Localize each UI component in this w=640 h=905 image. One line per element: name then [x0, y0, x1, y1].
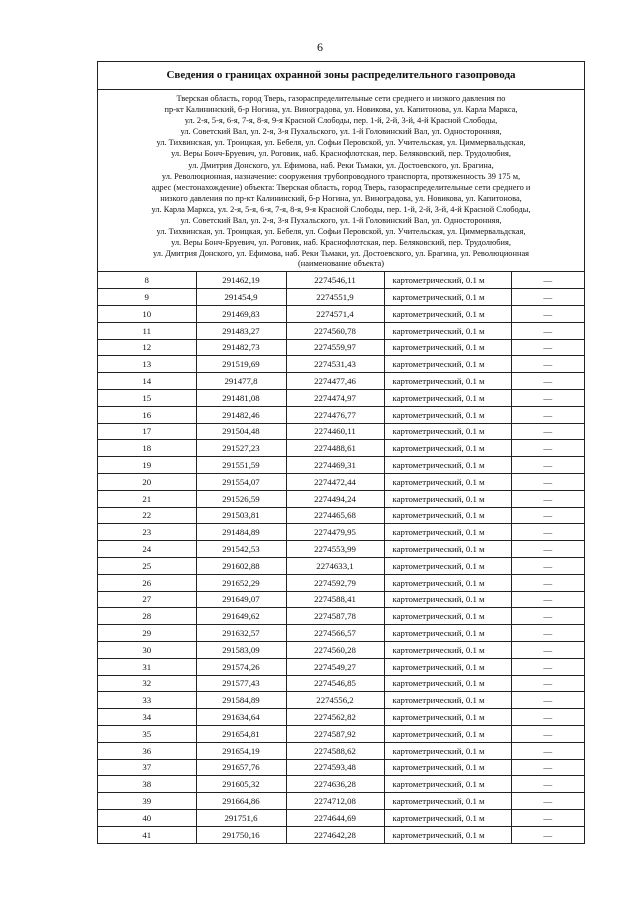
method-cell: картометрический, 0.1 м	[384, 641, 511, 658]
page-number: 6	[317, 40, 323, 54]
method-cell: картометрический, 0.1 м	[384, 608, 511, 625]
accuracy-dash: —	[511, 490, 584, 507]
table-row	[98, 725, 584, 742]
table-row	[98, 541, 584, 558]
coordinate-y: 2274560,28	[286, 641, 384, 658]
description-line: ул. Дмитрия Донского, ул. Ефимова, наб. Реки Тьмаки, ул. Достоевского, ул. Брагина, ул. Революционная	[152, 249, 530, 259]
coordinate-y: 2274476,77	[286, 406, 384, 423]
table-row	[98, 641, 584, 658]
point-number: 16	[98, 406, 196, 423]
point-number: 21	[98, 490, 196, 507]
method-cell: картометрический, 0.1 м	[384, 826, 511, 842]
table-row	[98, 440, 584, 457]
point-number: 40	[98, 809, 196, 826]
description-line: Тверская область, город Тверь, газораспределительные сети среднего и низкого давления по	[176, 94, 506, 103]
coordinate-x: 291482,73	[196, 339, 286, 356]
accuracy-dash: —	[511, 356, 584, 373]
method-cell: картометрический, 0.1 м	[384, 423, 511, 440]
coordinate-y: 2274551,9	[286, 289, 384, 306]
method-cell: картометрический, 0.1 м	[384, 524, 511, 541]
method-cell: картометрический, 0.1 м	[384, 574, 511, 591]
point-number: 17	[98, 423, 196, 440]
point-number: 9	[98, 289, 196, 306]
point-number: 39	[98, 793, 196, 810]
object-description	[98, 90, 584, 259]
coordinate-y: 2274636,28	[286, 776, 384, 793]
accuracy-dash: —	[511, 406, 584, 423]
point-number: 26	[98, 574, 196, 591]
accuracy-dash: —	[511, 389, 584, 406]
coordinate-x: 291554,07	[196, 473, 286, 490]
table-row	[98, 692, 584, 709]
point-number: 10	[98, 306, 196, 323]
coordinate-x: 291649,07	[196, 591, 286, 608]
accuracy-dash: —	[511, 440, 584, 457]
table-row	[98, 759, 584, 776]
point-number: 29	[98, 625, 196, 642]
table-row	[98, 490, 584, 507]
coordinate-y: 2274553,99	[286, 541, 384, 558]
accuracy-dash: —	[511, 742, 584, 759]
accuracy-dash: —	[511, 457, 584, 474]
accuracy-dash: —	[511, 625, 584, 642]
coordinate-x: 291542,53	[196, 541, 286, 558]
table-row	[98, 625, 584, 642]
accuracy-dash: —	[511, 591, 584, 608]
accuracy-dash: —	[511, 541, 584, 558]
table-row	[98, 507, 584, 524]
coordinate-x: 291526,59	[196, 490, 286, 507]
table-row	[98, 406, 584, 423]
coordinate-x: 291584,89	[196, 692, 286, 709]
coordinate-x: 291750,16	[196, 826, 286, 842]
coordinate-x: 291577,43	[196, 675, 286, 692]
coordinate-y: 2274712,08	[286, 793, 384, 810]
table-row	[98, 608, 584, 625]
table-row	[98, 457, 584, 474]
table-row	[98, 322, 584, 339]
coordinate-x: 291503,81	[196, 507, 286, 524]
coordinate-x: 291751,6	[196, 809, 286, 826]
coordinate-y: 2274460,11	[286, 423, 384, 440]
coordinate-y: 2274588,41	[286, 591, 384, 608]
coordinate-y: 2274642,28	[286, 826, 384, 842]
table-row	[98, 793, 584, 810]
coordinate-y: 2274592,79	[286, 574, 384, 591]
method-cell: картометрический, 0.1 м	[384, 339, 511, 356]
accuracy-dash: —	[511, 759, 584, 776]
table-row	[98, 373, 584, 390]
coordinate-y: 2274469,31	[286, 457, 384, 474]
method-cell: картометрический, 0.1 м	[384, 306, 511, 323]
point-number: 31	[98, 658, 196, 675]
document-title: Сведения о границах охранной зоны распределительного газопровода	[98, 62, 584, 90]
point-number: 19	[98, 457, 196, 474]
point-number: 8	[98, 272, 196, 288]
accuracy-dash: —	[511, 641, 584, 658]
table-row	[98, 289, 584, 306]
table-row	[98, 473, 584, 490]
coordinate-y: 2274549,27	[286, 658, 384, 675]
description-line: ул. Дмитрия Донского, ул. Ефимова, наб. Реки Тьмаки, ул. Достоевского, ул. Брагина,	[188, 160, 494, 170]
table-row	[98, 272, 584, 288]
method-cell: картометрический, 0.1 м	[384, 793, 511, 810]
point-number: 24	[98, 541, 196, 558]
description-line: ул. Карла Маркса, ул. 2-я, 5-я, 6-я, 7-я, 8-я, 9-я Красной Слободы, пер. 1-й, 2-й, 3-й, 4-й Красной Слободы,	[151, 204, 531, 214]
accuracy-dash: —	[511, 272, 584, 288]
coordinate-y: 2274562,82	[286, 709, 384, 726]
point-number: 18	[98, 440, 196, 457]
coordinate-y: 2274546,11	[286, 272, 384, 288]
coordinate-y: 2274633,1	[286, 557, 384, 574]
table-row	[98, 658, 584, 675]
table-row	[98, 826, 584, 842]
point-number: 36	[98, 742, 196, 759]
point-number: 20	[98, 473, 196, 490]
method-cell: картометрический, 0.1 м	[384, 658, 511, 675]
description-line: ул. Советский Вал, ул. 2-я, 3-я Пухальского, ул. 1-й Головинский Вал, ул. Односторонняя,	[180, 216, 502, 226]
accuracy-dash: —	[511, 322, 584, 339]
method-cell: картометрический, 0.1 м	[384, 490, 511, 507]
description-line: ул. Советский Вал, ул. 2-я, 3-я Пухальского, ул. 1-й Головинский Вал, ул. Односторонняя,	[180, 127, 502, 137]
point-number: 13	[98, 356, 196, 373]
table-row	[98, 356, 584, 373]
coordinate-y: 2274559,97	[286, 339, 384, 356]
coordinate-y: 2274593,48	[286, 759, 384, 776]
coordinate-y: 2274587,92	[286, 725, 384, 742]
accuracy-dash: —	[511, 776, 584, 793]
point-number: 33	[98, 692, 196, 709]
accuracy-dash: —	[511, 692, 584, 709]
method-cell: картометрический, 0.1 м	[384, 709, 511, 726]
coordinate-y: 2274494,24	[286, 490, 384, 507]
coordinate-y: 2274556,2	[286, 692, 384, 709]
method-cell: картометрический, 0.1 м	[384, 541, 511, 558]
table-row	[98, 524, 584, 541]
accuracy-dash: —	[511, 574, 584, 591]
accuracy-dash: —	[511, 709, 584, 726]
accuracy-dash: —	[511, 658, 584, 675]
coordinate-y: 2274488,61	[286, 440, 384, 457]
method-cell: картометрический, 0.1 м	[384, 692, 511, 709]
coordinate-x: 291657,76	[196, 759, 286, 776]
method-cell: картометрический, 0.1 м	[384, 457, 511, 474]
description-line: ул. 2-я, 5-я, 6-я, 7-я, 8-я, 9-я Красной Слободы, пер. 1-й, 2-й, 3-й, 4-й Красной Слободы,	[184, 116, 498, 126]
method-cell: картометрический, 0.1 м	[384, 322, 511, 339]
coordinate-y: 2274477,46	[286, 373, 384, 390]
coordinate-x: 291634,64	[196, 709, 286, 726]
table-row	[98, 574, 584, 591]
coordinate-y: 2274644,69	[286, 809, 384, 826]
coordinate-x: 291469,83	[196, 306, 286, 323]
table-row	[98, 339, 584, 356]
table-row	[98, 809, 584, 826]
coordinate-x: 291477,8	[196, 373, 286, 390]
description-line: пр-кт Калининский, б-р Ногина, ул. Виноградова, ул. Новикова, ул. Капитонова, ул. Карла Маркса,	[164, 105, 518, 115]
method-cell: картометрический, 0.1 м	[384, 356, 511, 373]
point-number: 30	[98, 641, 196, 658]
coordinate-x: 291605,32	[196, 776, 286, 793]
boundary-document	[97, 61, 585, 844]
accuracy-dash: —	[511, 423, 584, 440]
method-cell: картометрический, 0.1 м	[384, 625, 511, 642]
point-number: 25	[98, 557, 196, 574]
accuracy-dash: —	[511, 725, 584, 742]
coordinate-y: 2274566,57	[286, 625, 384, 642]
coordinate-x: 291632,57	[196, 625, 286, 642]
point-number: 15	[98, 389, 196, 406]
coordinate-x: 291649,62	[196, 608, 286, 625]
coordinates-table	[98, 272, 584, 842]
accuracy-dash: —	[511, 826, 584, 842]
table-row	[98, 675, 584, 692]
coordinate-y: 2274560,78	[286, 322, 384, 339]
point-number: 41	[98, 826, 196, 842]
coordinate-x: 291654,19	[196, 742, 286, 759]
method-cell: картометрический, 0.1 м	[384, 406, 511, 423]
coordinate-y: 2274588,62	[286, 742, 384, 759]
method-cell: картометрический, 0.1 м	[384, 473, 511, 490]
point-number: 14	[98, 373, 196, 390]
coordinate-y: 2274546,85	[286, 675, 384, 692]
point-number: 27	[98, 591, 196, 608]
accuracy-dash: —	[511, 473, 584, 490]
point-number: 22	[98, 507, 196, 524]
coordinate-y: 2274472,44	[286, 473, 384, 490]
accuracy-dash: —	[511, 306, 584, 323]
method-cell: картометрический, 0.1 м	[384, 742, 511, 759]
table-row	[98, 306, 584, 323]
table-row	[98, 389, 584, 406]
method-cell: картометрический, 0.1 м	[384, 675, 511, 692]
method-cell: картометрический, 0.1 м	[384, 809, 511, 826]
method-cell: картометрический, 0.1 м	[384, 289, 511, 306]
accuracy-dash: —	[511, 793, 584, 810]
coordinate-x: 291481,08	[196, 389, 286, 406]
accuracy-dash: —	[511, 557, 584, 574]
coordinate-x: 291504,48	[196, 423, 286, 440]
description-line: адрес (местонахождение) объекта: Тверская область, город Тверь, газораспределительные сети среднего и	[151, 182, 531, 192]
coordinate-y: 2274479,95	[286, 524, 384, 541]
method-cell: картометрический, 0.1 м	[384, 759, 511, 776]
table-row	[98, 742, 584, 759]
method-cell: картометрический, 0.1 м	[384, 507, 511, 524]
coordinate-x: 291602,88	[196, 557, 286, 574]
table-row	[98, 557, 584, 574]
description-line: низкого давления по пр-кт Калининский, б-р Ногина, ул. Виноградова, ул. Новикова, ул. Капитонова,	[160, 193, 522, 203]
table-row	[98, 591, 584, 608]
coordinate-x: 291551,59	[196, 457, 286, 474]
coordinate-x: 291664,86	[196, 793, 286, 810]
accuracy-dash: —	[511, 675, 584, 692]
accuracy-dash: —	[511, 339, 584, 356]
coordinate-x: 291527,23	[196, 440, 286, 457]
coordinate-x: 291583,09	[196, 641, 286, 658]
point-number: 34	[98, 709, 196, 726]
method-cell: картометрический, 0.1 м	[384, 557, 511, 574]
coordinate-x: 291484,89	[196, 524, 286, 541]
table-row	[98, 709, 584, 726]
method-cell: картометрический, 0.1 м	[384, 373, 511, 390]
point-number: 11	[98, 322, 196, 339]
description-caption: (наименование объекта)	[98, 259, 584, 272]
coordinate-x: 291454,9	[196, 289, 286, 306]
point-number: 12	[98, 339, 196, 356]
coordinate-x: 291483,27	[196, 322, 286, 339]
coordinate-x: 291482,46	[196, 406, 286, 423]
description-line: ул. Веры Бонч-Бруевич, ул. Роговик, наб. Краснофлотская, пер. Беляковский, пер. Трудолюбия,	[171, 238, 511, 248]
point-number: 32	[98, 675, 196, 692]
coordinate-x: 291462,19	[196, 272, 286, 288]
coordinate-y: 2274531,43	[286, 356, 384, 373]
point-number: 28	[98, 608, 196, 625]
description-line: ул. Тихвинская, ул. Троицкая, ул. Бебеля, ул. Софьи Перовской, ул. Учительская, ул. Циммервальдская,	[156, 138, 526, 148]
coordinate-y: 2274571,4	[286, 306, 384, 323]
method-cell: картометрический, 0.1 м	[384, 776, 511, 793]
accuracy-dash: —	[511, 809, 584, 826]
coordinate-x: 291652,29	[196, 574, 286, 591]
accuracy-dash: —	[511, 524, 584, 541]
method-cell: картометрический, 0.1 м	[384, 591, 511, 608]
description-line: ул. Веры Бонч-Бруевич, ул. Роговик, наб. Краснофлотская, пер. Беляковский, пер. Трудолюбия,	[171, 149, 511, 159]
description-line: ул. Революционная, назначение: сооружения трубопроводного транспорта, протяженность 39 175 м,	[161, 171, 521, 181]
method-cell: картометрический, 0.1 м	[384, 272, 511, 288]
coordinate-y: 2274465,68	[286, 507, 384, 524]
method-cell: картометрический, 0.1 м	[384, 389, 511, 406]
accuracy-dash: —	[511, 507, 584, 524]
method-cell: картометрический, 0.1 м	[384, 725, 511, 742]
description-line: ул. Тихвинская, ул. Троицкая, ул. Бебеля, ул. Софьи Перовской, ул. Учительская, ул. Циммервальдская,	[156, 227, 526, 237]
accuracy-dash: —	[511, 289, 584, 306]
method-cell: картометрический, 0.1 м	[384, 440, 511, 457]
accuracy-dash: —	[511, 608, 584, 625]
point-number: 37	[98, 759, 196, 776]
coordinate-y: 2274474,97	[286, 389, 384, 406]
coordinate-x: 291519,69	[196, 356, 286, 373]
point-number: 38	[98, 776, 196, 793]
coordinate-y: 2274587,78	[286, 608, 384, 625]
coordinate-x: 291654,81	[196, 725, 286, 742]
table-row	[98, 423, 584, 440]
point-number: 35	[98, 725, 196, 742]
point-number: 23	[98, 524, 196, 541]
accuracy-dash: —	[511, 373, 584, 390]
coordinate-x: 291574,26	[196, 658, 286, 675]
table-row	[98, 776, 584, 793]
